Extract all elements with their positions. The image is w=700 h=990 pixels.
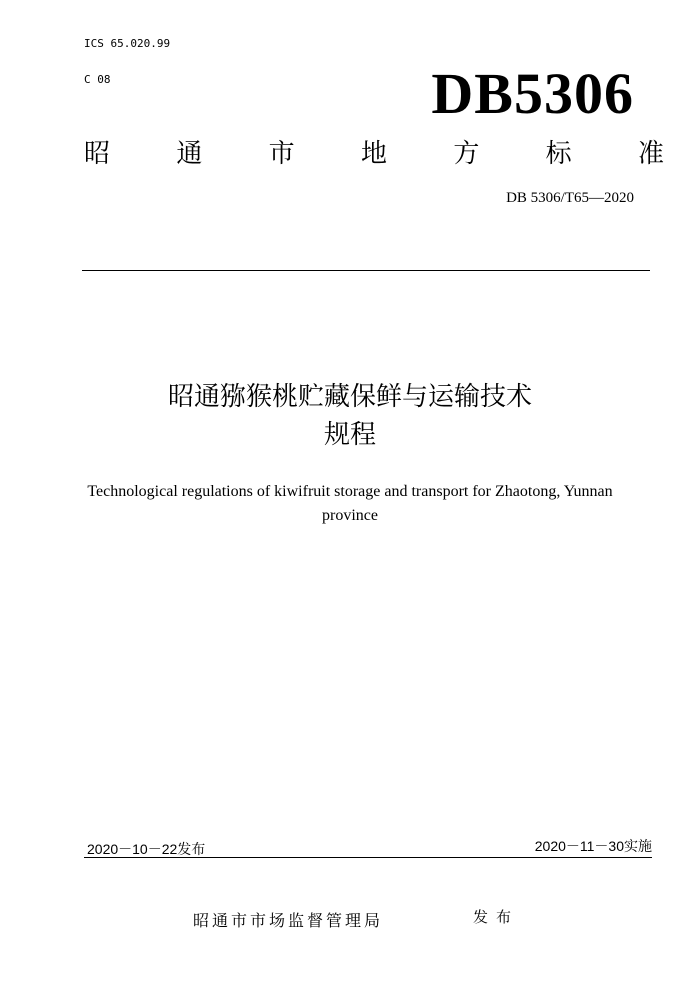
standard-type-char: 准 [637, 139, 664, 169]
ics-code: ICS 65.020.99 [84, 37, 171, 50]
standard-type-char: 市 [268, 139, 295, 169]
ccs-code: C 08 [84, 73, 111, 86]
standard-type-char: 昭 [84, 139, 111, 169]
bottom-divider [84, 857, 652, 858]
standard-type-char: 通 [176, 139, 203, 169]
top-divider [82, 270, 650, 271]
implementation-date: 2020－11－30实施 [534, 838, 652, 854]
title-english: Technological regulations of kiwifruit storage and transport for Zhaotong, Yunnan province [87, 483, 613, 524]
issue-date: 2020－10－22发布 [87, 841, 206, 857]
standard-type [84, 136, 664, 172]
standard-number: DB 5306/T65—2020 [506, 190, 634, 206]
title-chinese-line2: 规程 [323, 420, 376, 450]
issuing-authority: 昭通市市场监督管理局 [193, 911, 384, 930]
standard-logo: DB5306 [431, 61, 634, 126]
publish-label: 发布 [473, 908, 520, 926]
title-chinese [50, 378, 650, 454]
standard-type-char: 标 [545, 139, 572, 169]
standard-type-char: 地 [360, 139, 387, 169]
standard-type-char: 方 [453, 139, 480, 169]
title-chinese-line1: 昭通猕猴桃贮藏保鲜与运输技术 [167, 382, 532, 412]
